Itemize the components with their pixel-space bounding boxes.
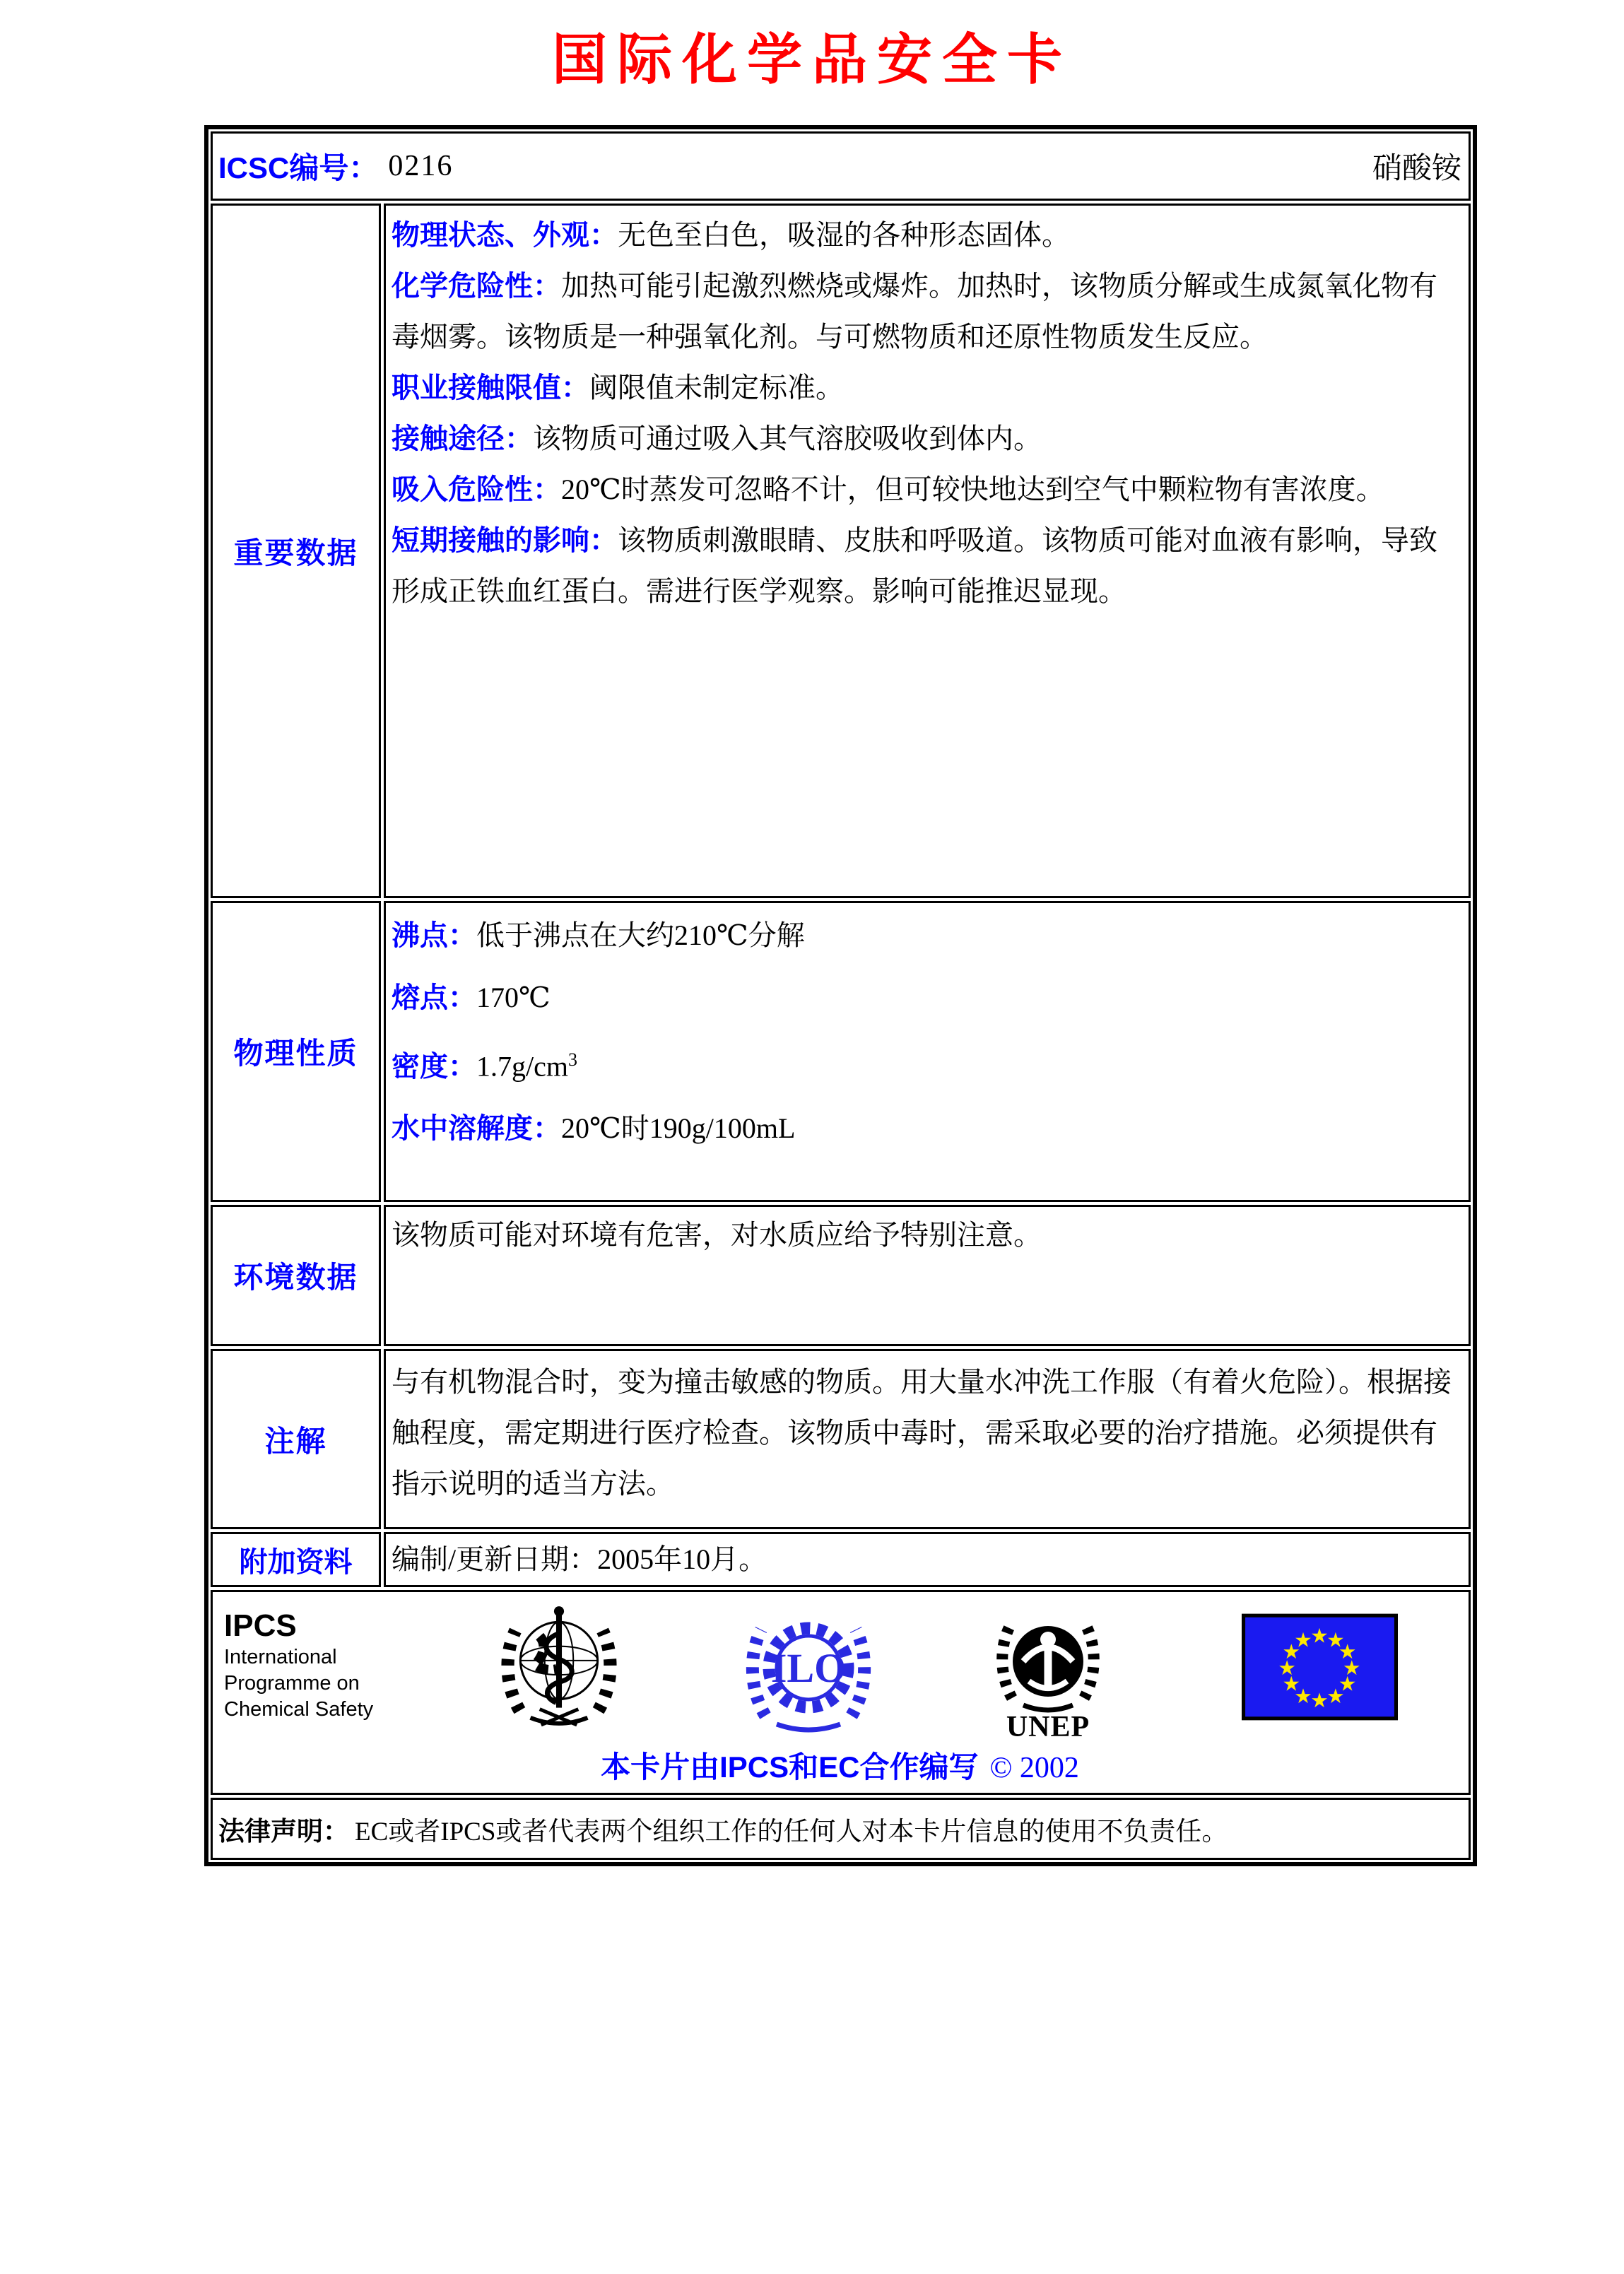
physical-item	[392, 910, 1461, 961]
item-label: 水中溶解度：	[392, 1113, 561, 1145]
legal-text: EC或者IPCS或者代表两个组织工作的任何人对本卡片信息的使用不负责任。	[355, 1818, 1228, 1846]
notes-row	[211, 1349, 1471, 1529]
ipcs-text-block	[218, 1598, 452, 1723]
physical-item	[392, 1103, 1461, 1154]
ilo-letters: ILO	[770, 1645, 847, 1691]
ilo-logo	[741, 1603, 876, 1743]
environmental-text: 该物质可能对环境有危害，对水质应给予特别注意。	[392, 1219, 1042, 1251]
ipcs-line: Chemical Safety	[224, 1698, 374, 1721]
icsc-number-group	[218, 145, 453, 187]
important-item	[392, 261, 1461, 363]
important-data-row	[211, 204, 1471, 898]
item-text: 170℃	[476, 982, 551, 1013]
item-label: 密度：	[392, 1051, 476, 1083]
icsc-number-value: 0216	[388, 150, 454, 182]
item-label: 化学危险性：	[392, 271, 561, 302]
svg-text:★: ★	[1326, 1685, 1345, 1708]
svg-text:★: ★	[1338, 1673, 1357, 1696]
item-label: 物理状态、外观：	[392, 220, 618, 251]
additional-info-content	[384, 1532, 1471, 1587]
who-logo	[498, 1602, 620, 1734]
header-cell	[211, 131, 1471, 201]
eu-flag	[1242, 1613, 1398, 1724]
svg-text:★: ★	[1310, 1690, 1329, 1713]
item-text: 无色至白色，吸湿的各种形态固体。	[618, 219, 1070, 251]
header-row	[211, 131, 1471, 201]
item-label: 短期接触的影响：	[392, 525, 618, 556]
important-item	[392, 515, 1461, 617]
who-logo-svg	[498, 1602, 620, 1731]
svg-text:★: ★	[1282, 1673, 1301, 1696]
svg-text:★: ★	[1294, 1685, 1312, 1708]
environmental-data-content	[384, 1205, 1471, 1346]
svg-text:★: ★	[1294, 1630, 1312, 1652]
logos-strip	[218, 1598, 1461, 1747]
item-label: 职业接触限值：	[392, 372, 589, 403]
icsc-number-label: ICSC编号：	[218, 151, 379, 184]
legal-row	[211, 1798, 1471, 1860]
footer-caption	[218, 1748, 1461, 1787]
item-text: 低于沸点在大约210℃分解	[476, 919, 805, 951]
important-item	[392, 363, 1461, 413]
legal-cell	[211, 1798, 1471, 1860]
important-item	[392, 413, 1461, 464]
physical-properties-content	[384, 901, 1471, 1202]
additional-info-row	[211, 1532, 1471, 1587]
svg-text:★: ★	[1282, 1641, 1301, 1663]
section-label-physical-properties: 物理性质	[211, 901, 381, 1202]
item-label: 沸点：	[392, 920, 476, 951]
svg-text:★: ★	[1310, 1625, 1329, 1648]
item-text: 该物质可通过吸入其气溶胶吸收到体内。	[533, 423, 1042, 454]
svg-text:★: ★	[1343, 1658, 1361, 1680]
important-item	[392, 464, 1461, 515]
icsc-card-table	[204, 125, 1477, 1866]
ilo-logo-svg	[741, 1603, 876, 1739]
svg-text:★: ★	[1338, 1641, 1357, 1663]
physical-item	[392, 1035, 1461, 1092]
svg-text:★: ★	[1326, 1630, 1345, 1652]
svg-text:★: ★	[1278, 1658, 1296, 1680]
section-label-notes: 注解	[211, 1349, 381, 1529]
item-text: 1.7g/cm	[476, 1050, 568, 1083]
chemical-name: 硝酸铵	[1372, 153, 1461, 185]
item-text: 阈限值未制定标准。	[589, 372, 844, 403]
notes-content	[384, 1349, 1471, 1529]
unep-logo	[994, 1602, 1102, 1747]
important-item	[392, 210, 1461, 261]
physical-properties-row	[211, 901, 1471, 1202]
item-text: 20℃时190g/100mL	[561, 1112, 796, 1145]
item-label: 熔点：	[392, 982, 476, 1013]
additional-info-text: 编制/更新日期：2005年10月。	[392, 1543, 767, 1575]
logos-cell	[211, 1590, 1471, 1795]
ipcs-name: IPCS	[224, 1608, 297, 1643]
unep-logo-svg	[994, 1602, 1102, 1743]
important-data-content	[384, 204, 1471, 898]
section-label-additional-info: 附加资料	[211, 1532, 381, 1587]
page-title: 国际化学品安全卡	[551, 28, 1072, 90]
unep-label: UNEP	[1006, 1711, 1090, 1743]
item-label: 吸入危险性：	[392, 474, 561, 505]
legal-label: 法律声明：	[218, 1817, 349, 1846]
item-text: 加热可能引起激烈燃烧或爆炸。加热时，该物质分解或生成氮氧化物有毒烟雾。该物质是一种强氧化剂。与可燃物质和还原性物质发生反应。	[392, 270, 1437, 353]
section-label-environmental-data: 环境数据	[211, 1205, 381, 1346]
density-superscript: 3	[567, 1049, 577, 1070]
logos-row	[211, 1590, 1471, 1795]
item-label: 接触途径：	[392, 423, 533, 454]
ipcs-line: Programme on	[224, 1672, 360, 1695]
caption-text: 本卡片由IPCS和EC合作编写	[601, 1750, 979, 1784]
notes-text: 与有机物混合时，变为撞击敏感的物质。用大量水冲洗工作服（有着火危险）。根据接触程度，需定期进行医疗检查。该物质中毒时，需采取必要的治疗措施。必须提供有指示说明的适当方法。	[392, 1366, 1452, 1500]
item-text: 该物质刺激眼睛、皮肤和呼吸道。该物质可能对血液有影响，导致形成正铁血红蛋白。需进行医学观察。影响可能推迟显现。	[392, 524, 1437, 607]
physical-item	[392, 972, 1461, 1023]
environmental-data-row	[211, 1205, 1471, 1346]
item-text: 20℃时蒸发可忽略不计，但可较快地达到空气中颗粒物有害浓度。	[561, 473, 1384, 505]
section-label-important-data: 重要数据	[211, 204, 381, 898]
caption-copyright: © 2002	[989, 1752, 1079, 1784]
ipcs-line: International	[224, 1646, 337, 1668]
eu-flag-svg	[1242, 1613, 1398, 1721]
